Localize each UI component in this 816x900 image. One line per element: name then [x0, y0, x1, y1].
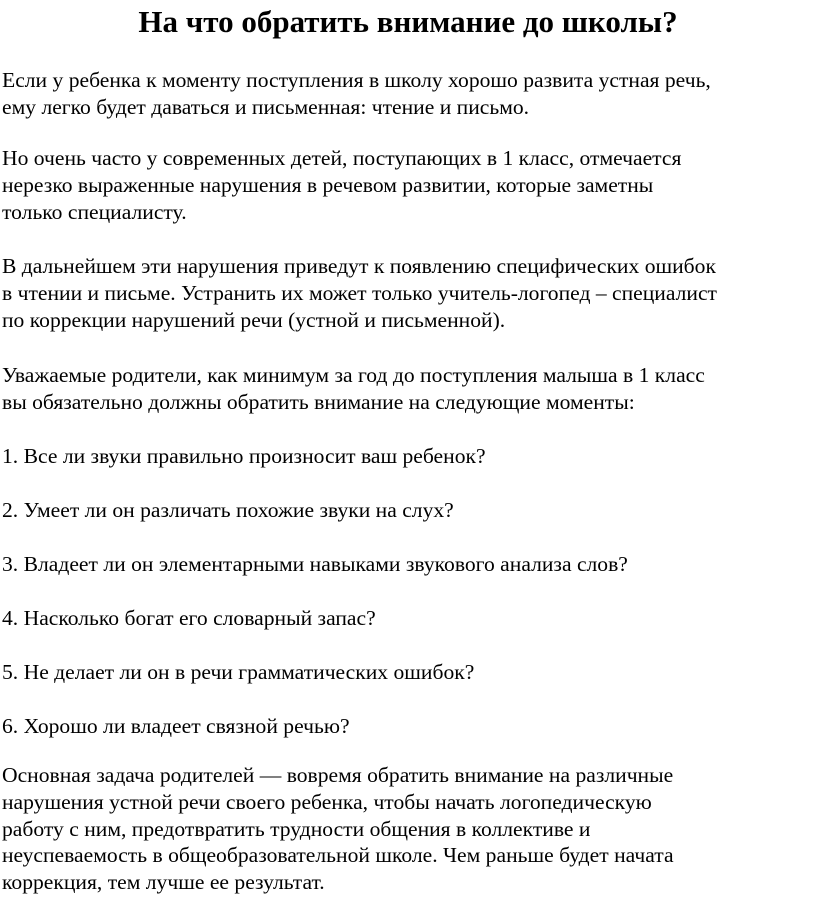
text-line: ему легко будет даваться и письменная: чтение и письмо.	[2, 94, 530, 119]
paragraph-intro	[2, 67, 814, 121]
text-line: только специалисту.	[2, 199, 187, 224]
page-title: На что обратить внимание до школы?	[138, 4, 678, 39]
text-line: в чтении и письме. Устранить их может только учитель-логопед – специалист	[2, 280, 717, 305]
text-line: неуспеваемость в общеобразовательной школе. Чем раньше будет начата	[2, 843, 674, 868]
text-line: по коррекции нарушений речи (устной и письменной).	[2, 307, 506, 332]
checklist-item-4: 4. Насколько богат его словарный запас?	[2, 606, 376, 630]
paragraph-conclusion	[2, 762, 814, 896]
text-line: работу с ним, предотвратить трудности общения в коллективе и	[2, 816, 591, 841]
checklist-item-2: 2. Умеет ли он различать похожие звуки на слух?	[2, 498, 454, 522]
checklist-item-6: 6. Хорошо ли владеет связной речью?	[2, 714, 350, 738]
text-line: Если у ребенка к моменту поступления в школу хорошо развита устная речь,	[2, 68, 711, 92]
text-line: Но очень часто у современных детей, поступающих в 1 класс, отмечается	[2, 146, 682, 170]
paragraph-consequences	[2, 253, 814, 333]
paragraph-parents-appeal	[2, 362, 814, 416]
text-line: коррекция, тем лучше ее результат.	[2, 870, 325, 895]
text-line: Основная задача родителей — вовремя обратить внимание на различные	[2, 763, 674, 787]
text-line: нерезко выраженные нарушения в речевом развитии, которые заметны	[2, 172, 654, 197]
checklist-item-3: 3. Владеет ли он элементарными навыками звукового анализа слов?	[2, 552, 628, 576]
text-line: Уважаемые родители, как минимум за год до поступления малыша в 1 класс	[2, 363, 705, 387]
text-line: вы обязательно должны обратить внимание на следующие моменты:	[2, 389, 635, 414]
paragraph-speech-disorders	[2, 145, 814, 225]
text-line: В дальнейшем эти нарушения приведут к появлению специфических ошибок	[2, 254, 716, 278]
checklist-item-5: 5. Не делает ли он в речи грамматических ошибок?	[2, 660, 475, 684]
checklist-item-1: 1. Все ли звуки правильно произносит ваш ребенок?	[2, 444, 486, 468]
text-line: нарушения устной речи своего ребенка, чтобы начать логопедическую	[2, 789, 652, 814]
